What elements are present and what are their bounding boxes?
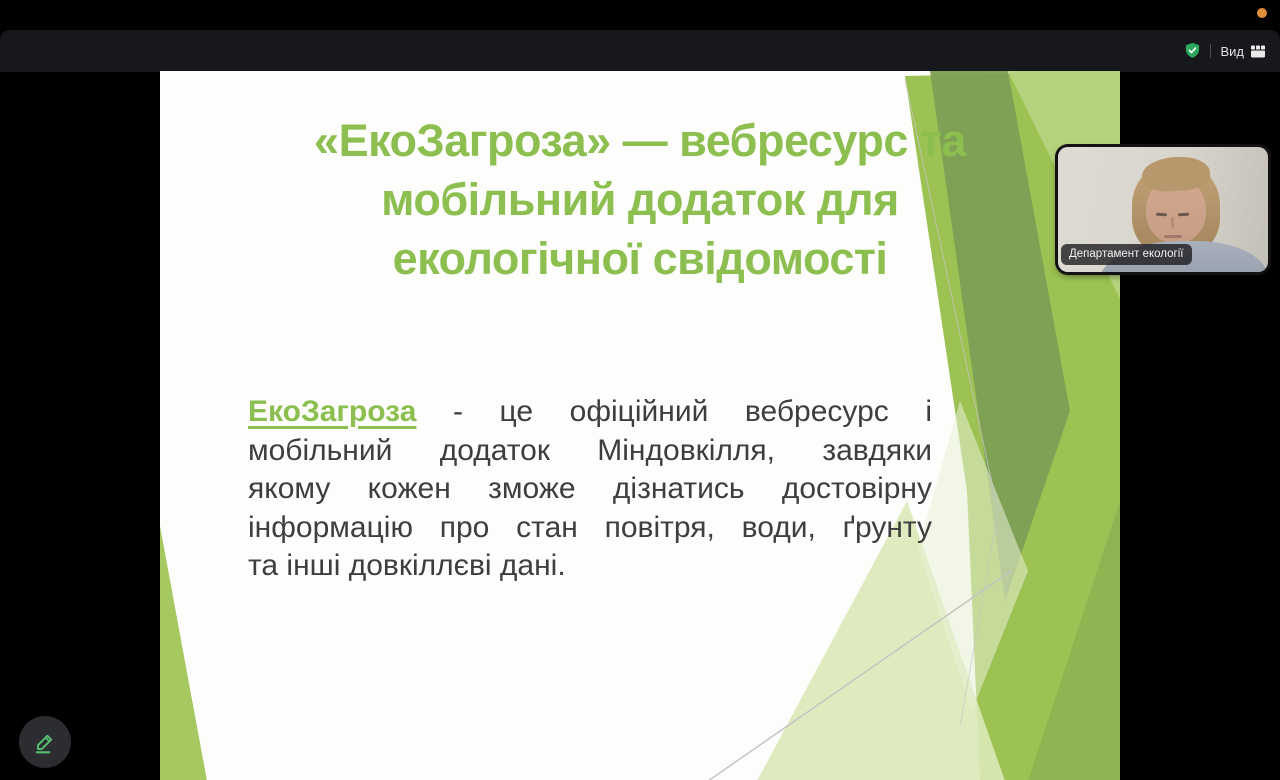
- slide-title-line-1: «ЕкоЗагроза» — вебресурс та: [314, 115, 966, 166]
- view-button[interactable]: [1220, 45, 1266, 58]
- slide-body-text: [248, 393, 932, 586]
- slide-title-line-2: мобільний додаток для: [381, 174, 899, 225]
- body-line-5: та інші довкіллєві дані.: [248, 549, 566, 582]
- toolbar-separator: [1210, 44, 1211, 58]
- participant-name-tag: Департамент екології: [1061, 244, 1192, 266]
- pencil-icon: [32, 729, 58, 755]
- body-line-1-rest: - це офіційний вебресурс і: [452, 395, 932, 428]
- slide-title-line-3: екологічної свідомості: [392, 233, 888, 284]
- shared-slide: [160, 71, 1120, 780]
- ekozagroza-link[interactable]: ЕкоЗагроза: [248, 395, 417, 428]
- shield-check-icon[interactable]: [1184, 42, 1201, 60]
- toolbar-right-cluster: [1184, 42, 1266, 60]
- participant-mouth: [1164, 235, 1182, 238]
- grid-view-icon: [1250, 45, 1266, 58]
- participant-nose: [1171, 217, 1174, 229]
- meeting-toolbar: [0, 30, 1280, 72]
- body-line-2: мобільний додаток Міндовкілля, завдяки: [248, 433, 932, 467]
- facet-left-wedge: [160, 526, 207, 780]
- body-line-3: якому кожен зможе дізнатись достовірну: [248, 472, 932, 505]
- recording-dot: [1257, 8, 1267, 18]
- body-line-1: [248, 393, 932, 432]
- view-button-label: Вид: [1220, 43, 1244, 59]
- participant-video-thumbnail[interactable]: [1058, 147, 1268, 272]
- slide-title: [190, 111, 1090, 288]
- annotate-button[interactable]: [19, 716, 71, 768]
- body-line-4: інформацію про стан повітря, води, ґрунту: [248, 510, 932, 544]
